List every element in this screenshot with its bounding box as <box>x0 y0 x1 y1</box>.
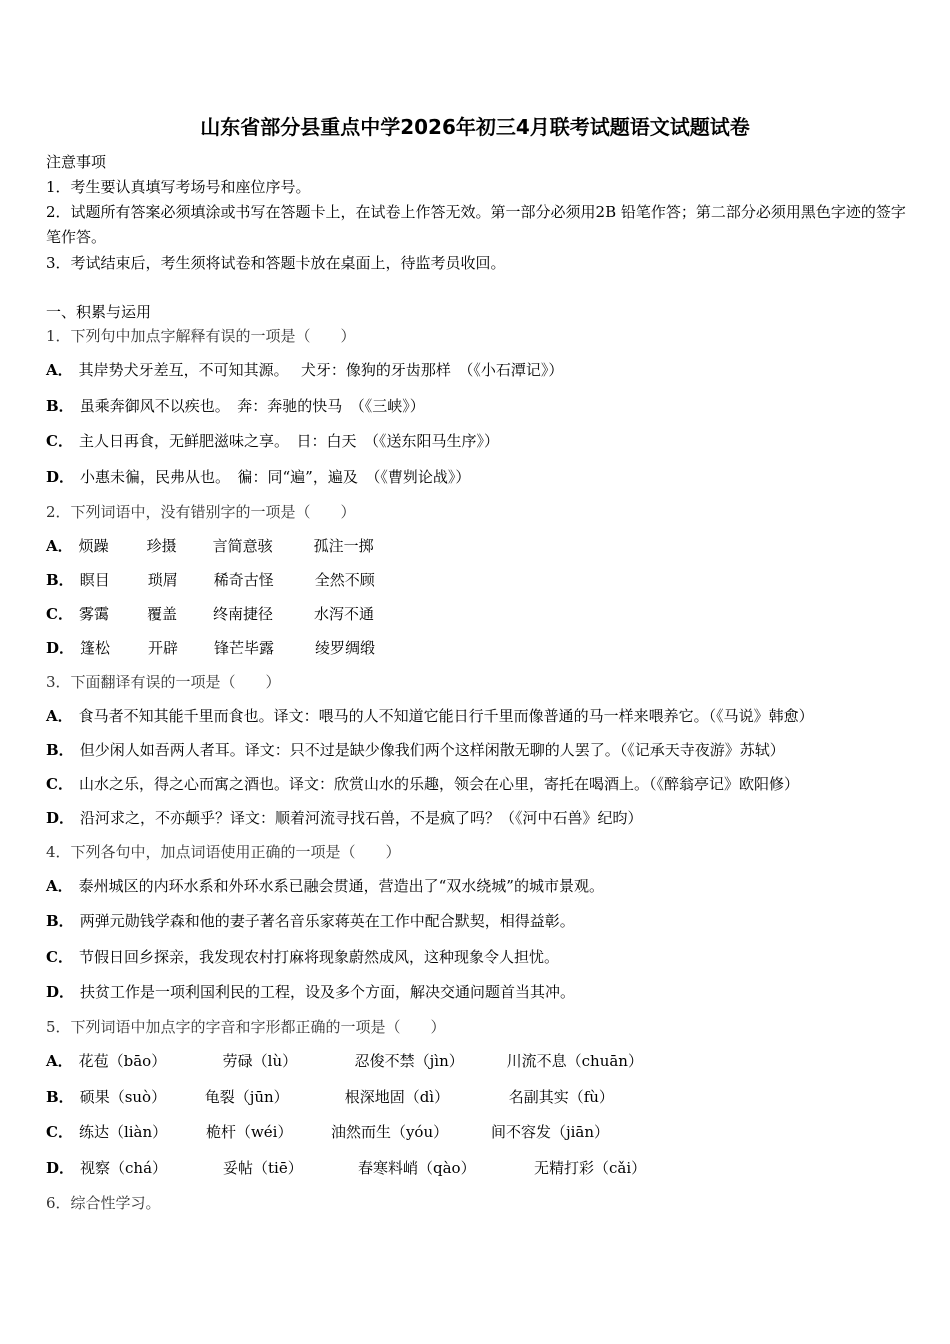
option-label: D． <box>46 983 75 1001</box>
option-label: D． <box>46 809 75 827</box>
q3-option-b <box>46 740 785 760</box>
option-text: 食马者不知其能千里而食也。译文：喂马的人不知道它能日行千里而像普通的马一样来喂养它。（《马说》韩愈） <box>78 707 814 725</box>
option-text: 泰州城区的内环水系和外环水系已融会贯通，营造出了“双水绕城”的城市景观。 <box>78 877 604 895</box>
notice-item-3: 3．考试结束后，考生须将试卷和答题卡放在桌面上，待监考员收回。 <box>46 254 506 272</box>
option-label: B． <box>46 397 74 415</box>
q3-option-a <box>46 706 814 726</box>
q4-option-b <box>46 911 575 931</box>
option-label: C． <box>46 948 73 966</box>
option-word: 忍俊不禁（jìn） <box>354 1052 464 1070</box>
q5-option-c <box>46 1122 609 1142</box>
option-label: B． <box>46 1088 74 1106</box>
option-word: 稀奇古怪 <box>213 571 274 589</box>
option-word: 花苞（bāo） <box>78 1052 167 1070</box>
q1-option-c <box>46 431 499 451</box>
q5-option-a <box>46 1051 643 1071</box>
option-word: 桅杆（wéi） <box>205 1123 293 1141</box>
option-word: 开辟 <box>148 639 179 657</box>
question-1-stem: 1．下列句中加点字解释有误的一项是（ ） <box>46 327 356 345</box>
option-text: 虽乘奔御风不以疾也。 奔：奔驰的快马 （《三峡》） <box>79 397 425 415</box>
option-label: D． <box>46 639 75 657</box>
page-title: 山东省部分县重点中学2026年初三4月联考试题语文试题试卷 <box>200 115 750 139</box>
notice-item-1: 1．考生要认真填写考场号和座位序号。 <box>46 178 311 196</box>
question-6-stem: 6．综合性学习。 <box>46 1194 161 1212</box>
question-3-stem: 3．下面翻译有误的一项是（ ） <box>46 673 281 691</box>
option-word: 终南捷径 <box>212 605 273 623</box>
notice-heading: 注意事项 <box>46 153 107 171</box>
q2-option-a <box>46 536 374 556</box>
option-label: D． <box>46 468 75 486</box>
option-word: 视察（chá） <box>80 1159 168 1177</box>
q1-option-d <box>46 467 470 487</box>
option-word: 无精打彩（cǎi） <box>534 1159 647 1177</box>
option-label: B． <box>46 741 74 759</box>
option-text: 但少闲人如吾两人者耳。译文：只不过是缺少像我们两个这样闲散无聊的人罢了。（《记承天寺夜游》苏轼） <box>79 741 785 759</box>
option-text: 沿河求之，不亦颠乎？译文：顺着河流寻找石兽，不是疯了吗？（《河中石兽》纪昀） <box>80 809 643 827</box>
option-word: 绫罗绸缎 <box>315 639 376 657</box>
q1-option-a <box>46 360 563 380</box>
option-word: 龟裂（jūn） <box>204 1088 289 1106</box>
option-label: C． <box>46 432 73 450</box>
option-word: 川流不息（chuān） <box>506 1052 643 1070</box>
option-word: 锋芒毕露 <box>214 639 275 657</box>
option-word: 油然而生（yóu） <box>330 1123 449 1141</box>
option-text: 扶贫工作是一项利国利民的工程，设及多个方面，解决交通问题首当其冲。 <box>80 983 576 1001</box>
option-label: A． <box>46 537 73 555</box>
q3-option-c <box>46 774 799 794</box>
q4-option-d <box>46 982 575 1002</box>
option-text: 主人日再食，无鲜肥滋味之享。 日：白天 （《送东阳马生序》） <box>78 432 499 450</box>
option-word: 练达（liàn） <box>78 1123 168 1141</box>
option-text: 节假日回乡探亲，我发现农村打麻将现象蔚然成风，这种现象令人担忧。 <box>78 948 559 966</box>
notice-item-2: 2．试题所有答案必须填涂或书写在答题卡上，在试卷上作答无效。第一部分必须用2B 铅笔作答；第二部分必须用黑色字迹的签字笔作答。 <box>46 203 906 246</box>
q2-option-b <box>46 570 375 590</box>
option-word: 硕果（suò） <box>79 1088 167 1106</box>
q2-option-c <box>46 604 374 624</box>
option-label: A． <box>46 361 73 379</box>
option-word: 雾霭 <box>78 605 109 623</box>
option-word: 根深地固（dì） <box>344 1088 450 1106</box>
option-word: 琐屑 <box>147 571 178 589</box>
option-label: C． <box>46 1123 73 1141</box>
q4-option-a <box>46 876 604 896</box>
q3-option-d <box>46 808 643 828</box>
option-text: 山水之乐，得之心而寓之酒也。译文：欣赏山水的乐趣，领会在心里，寄托在喝酒上。（《醉翁亭记》欧阳修） <box>78 775 799 793</box>
question-4-stem: 4．下列各句中，加点词语使用正确的一项是（ ） <box>46 843 401 861</box>
q1-option-b <box>46 396 425 416</box>
option-word: 名副其实（fù） <box>508 1088 614 1106</box>
option-word: 水泻不通 <box>313 605 374 623</box>
option-word: 孤注一掷 <box>313 537 374 555</box>
question-2-stem: 2．下列词语中，没有错别字的一项是（ ） <box>46 503 356 521</box>
question-5-stem: 5．下列词语中加点字的字音和字形都正确的一项是（ ） <box>46 1018 446 1036</box>
option-label: C． <box>46 775 73 793</box>
option-label: D． <box>46 1159 75 1177</box>
option-word: 烦躁 <box>78 537 109 555</box>
option-word: 春寒料峭（qào） <box>358 1159 476 1177</box>
option-word: 间不容发（jiān） <box>490 1123 610 1141</box>
option-word: 珍摄 <box>146 537 177 555</box>
q5-option-d <box>46 1158 646 1178</box>
section-heading: 一、积累与运用 <box>46 303 152 321</box>
option-label: C． <box>46 605 73 623</box>
option-label: B． <box>46 571 74 589</box>
option-text: 其岸势犬牙差互，不可知其源。 犬牙：像狗的牙齿那样 （《小石潭记》） <box>78 361 564 379</box>
option-word: 瞑目 <box>79 571 110 589</box>
q5-option-b <box>46 1087 614 1107</box>
option-text: 两弹元勋钱学森和他的妻子著名音乐家蒋英在工作中配合默契，相得益彰。 <box>79 912 575 930</box>
option-word: 言简意骇 <box>212 537 273 555</box>
q4-option-c <box>46 947 559 967</box>
option-label: B． <box>46 912 74 930</box>
option-word: 劳碌（lù） <box>222 1052 298 1070</box>
q2-option-d <box>46 638 375 658</box>
option-word: 覆盖 <box>146 605 177 623</box>
option-label: A． <box>46 707 73 725</box>
option-label: A． <box>46 877 73 895</box>
option-word: 篷松 <box>80 639 111 657</box>
option-label: A． <box>46 1052 73 1070</box>
option-word: 妥帖（tiē） <box>223 1159 303 1177</box>
option-word: 全然不顾 <box>314 571 375 589</box>
option-text: 小惠未徧，民弗从也。 徧：同“遍”，遍及 （《曹刿论战》） <box>80 468 471 486</box>
